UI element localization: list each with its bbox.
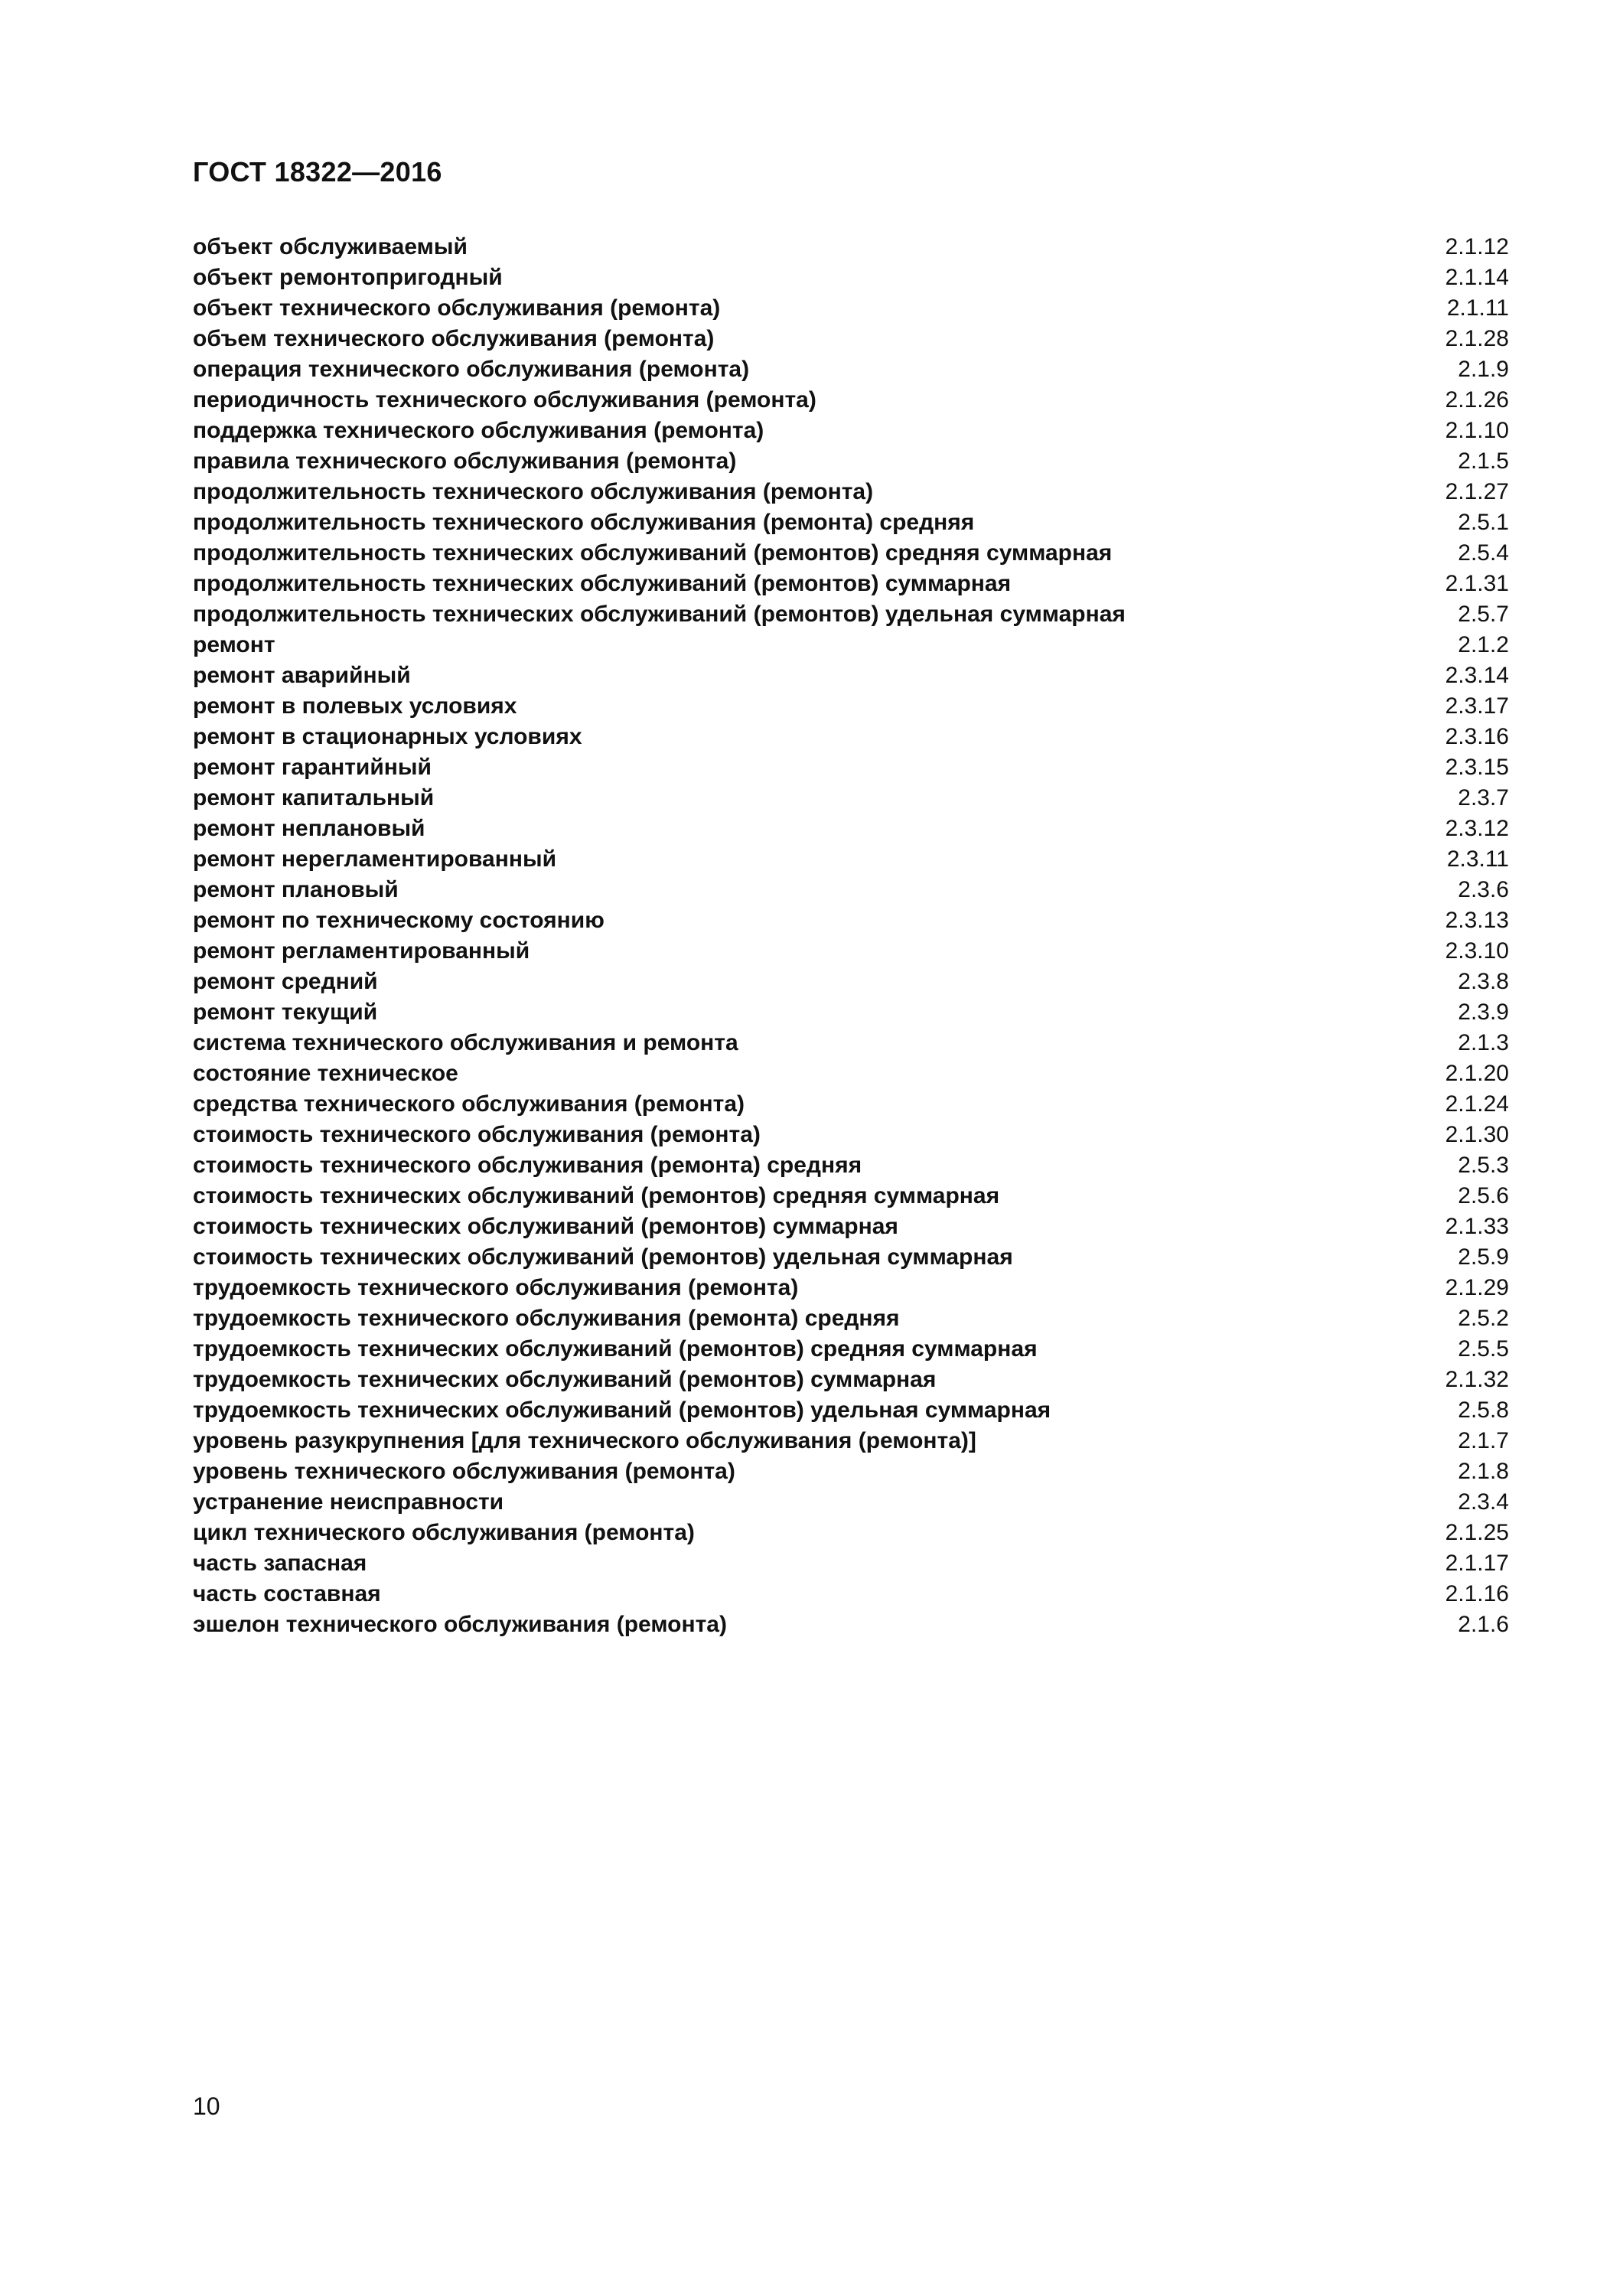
index-reference: 2.3.17 [1445, 693, 1509, 719]
index-reference: 2.1.29 [1445, 1275, 1509, 1300]
index-entry [193, 1487, 1509, 1518]
index-term: уровень разукрупнения [для технического обслуживания (ремонта)] [193, 1428, 976, 1453]
index-reference: 2.1.25 [1445, 1520, 1509, 1545]
index-reference: 2.3.16 [1445, 724, 1509, 749]
index-term: стоимость технических обслуживаний (ремонтов) средняя суммарная [193, 1183, 1000, 1208]
index-term: трудоемкость технического обслуживания (ремонта) [193, 1275, 799, 1300]
index-entry [193, 538, 1509, 569]
index-entry [193, 232, 1509, 263]
index-entry [193, 660, 1509, 691]
index-term: уровень технического обслуживания (ремонта) [193, 1459, 735, 1484]
index-term: объект обслуживаемый [193, 234, 468, 259]
index-reference: 2.1.20 [1445, 1061, 1509, 1086]
index-reference: 2.5.6 [1458, 1183, 1509, 1208]
index-reference: 2.1.6 [1458, 1612, 1509, 1637]
index-entry [193, 630, 1509, 660]
index-term: состояние техническое [193, 1061, 458, 1086]
index-term: периодичность технического обслуживания (ремонта) [193, 387, 816, 413]
index-entry [193, 936, 1509, 967]
index-reference: 2.3.15 [1445, 755, 1509, 780]
index-term: трудоемкость технических обслуживаний (ремонтов) суммарная [193, 1367, 937, 1392]
index-reference: 2.3.14 [1445, 663, 1509, 688]
index-term: ремонт капитальный [193, 785, 435, 810]
index-entry [193, 1395, 1509, 1426]
index-entry [193, 324, 1509, 354]
index-term: ремонт аварийный [193, 663, 411, 688]
index-reference: 2.3.6 [1458, 877, 1509, 902]
index-reference: 2.1.27 [1445, 479, 1509, 504]
index-reference: 2.5.9 [1458, 1244, 1509, 1270]
index-term: трудоемкость технических обслуживаний (ремонтов) средняя суммарная [193, 1336, 1038, 1362]
index-reference: 2.3.7 [1458, 785, 1509, 810]
index-term: система технического обслуживания и ремонта [193, 1030, 738, 1055]
index-entry [193, 1150, 1509, 1181]
index-term: ремонт регламентированный [193, 938, 530, 964]
index-reference: 2.1.12 [1445, 234, 1509, 259]
index-entry [193, 507, 1509, 538]
index-term: операция технического обслуживания (ремонта) [193, 357, 750, 382]
index-term: поддержка технического обслуживания (ремонта) [193, 418, 764, 443]
index-reference: 2.1.30 [1445, 1122, 1509, 1147]
index-reference: 2.1.33 [1445, 1214, 1509, 1239]
index-term: ремонт текущий [193, 1000, 378, 1025]
index-entry [193, 1365, 1509, 1395]
index-term: трудоемкость технического обслуживания (ремонта) средняя [193, 1306, 900, 1331]
index-entry [193, 416, 1509, 446]
index-reference: 2.5.1 [1458, 510, 1509, 535]
index-term: продолжительность технических обслуживаний (ремонтов) удельная суммарная [193, 602, 1126, 627]
index-entry [193, 1120, 1509, 1150]
index-entry [193, 569, 1509, 599]
index-entry [193, 1518, 1509, 1548]
index-entry [193, 263, 1509, 293]
index-reference: 2.3.4 [1458, 1489, 1509, 1515]
index-reference: 2.3.9 [1458, 1000, 1509, 1025]
index-entry [193, 1426, 1509, 1456]
alphabetical-index [193, 232, 1509, 1640]
index-entry [193, 385, 1509, 416]
index-term: продолжительность технических обслуживаний (ремонтов) суммарная [193, 571, 1012, 596]
index-term: ремонт по техническому состоянию [193, 908, 605, 933]
index-reference: 2.1.11 [1446, 295, 1509, 321]
index-reference: 2.5.7 [1458, 602, 1509, 627]
index-reference: 2.3.12 [1445, 816, 1509, 841]
index-reference: 2.3.13 [1445, 908, 1509, 933]
index-term: стоимость технических обслуживаний (ремонтов) суммарная [193, 1214, 898, 1239]
index-entry [193, 691, 1509, 722]
index-entry [193, 446, 1509, 477]
index-reference: 2.5.5 [1458, 1336, 1509, 1362]
index-entry [193, 905, 1509, 936]
index-term: часть составная [193, 1581, 381, 1606]
index-term: цикл технического обслуживания (ремонта) [193, 1520, 695, 1545]
index-term: часть запасная [193, 1551, 367, 1576]
index-reference: 2.1.32 [1445, 1367, 1509, 1392]
index-entry [193, 1181, 1509, 1212]
index-term: ремонт плановый [193, 877, 399, 902]
index-reference: 2.5.8 [1458, 1397, 1509, 1423]
index-entry [193, 1089, 1509, 1120]
index-entry [193, 1334, 1509, 1365]
index-reference: 2.1.7 [1458, 1428, 1509, 1453]
index-term: стоимость технического обслуживания (ремонта) [193, 1122, 761, 1147]
index-entry [193, 1548, 1509, 1579]
index-reference: 2.1.16 [1445, 1581, 1509, 1606]
index-entry [193, 997, 1509, 1028]
index-term: ремонт [193, 632, 275, 657]
document-header: ГОСТ 18322—2016 [193, 156, 442, 188]
index-reference: 2.1.8 [1458, 1459, 1509, 1484]
index-term: ремонт неплановый [193, 816, 425, 841]
index-entry [193, 967, 1509, 997]
index-entry [193, 722, 1509, 752]
index-reference: 2.1.28 [1445, 326, 1509, 351]
index-entry [193, 1273, 1509, 1303]
index-reference: 2.1.24 [1445, 1091, 1509, 1117]
index-reference: 2.1.3 [1458, 1030, 1509, 1055]
index-term: стоимость технического обслуживания (ремонта) средняя [193, 1153, 862, 1178]
index-entry [193, 1303, 1509, 1334]
index-term: эшелон технического обслуживания (ремонта) [193, 1612, 727, 1637]
index-reference: 2.1.2 [1458, 632, 1509, 657]
index-term: правила технического обслуживания (ремонта) [193, 448, 737, 474]
index-term: ремонт средний [193, 969, 378, 994]
index-term: трудоемкость технических обслуживаний (ремонтов) удельная суммарная [193, 1397, 1051, 1423]
index-term: продолжительность технических обслуживаний (ремонтов) средняя суммарная [193, 540, 1113, 566]
index-entry [193, 844, 1509, 875]
index-entry [193, 1456, 1509, 1487]
index-reference: 2.5.4 [1458, 540, 1509, 566]
index-reference: 2.3.8 [1458, 969, 1509, 994]
index-entry [193, 599, 1509, 630]
index-reference: 2.1.26 [1445, 387, 1509, 413]
index-entry [193, 783, 1509, 814]
index-term: объем технического обслуживания (ремонта) [193, 326, 715, 351]
index-reference: 2.5.3 [1458, 1153, 1509, 1178]
index-term: объект технического обслуживания (ремонта) [193, 295, 721, 321]
index-term: объект ремонтопригодный [193, 265, 503, 290]
index-entry [193, 1212, 1509, 1242]
index-term: ремонт в стационарных условиях [193, 724, 582, 749]
index-term: продолжительность технического обслуживания (ремонта) средняя [193, 510, 975, 535]
index-entry [193, 875, 1509, 905]
index-term: ремонт гарантийный [193, 755, 432, 780]
index-reference: 2.1.5 [1458, 448, 1509, 474]
index-term: стоимость технических обслуживаний (ремонтов) удельная суммарная [193, 1244, 1013, 1270]
index-entry [193, 1242, 1509, 1273]
index-term: средства технического обслуживания (ремонта) [193, 1091, 745, 1117]
index-entry [193, 814, 1509, 844]
index-entry [193, 1028, 1509, 1058]
index-reference: 2.1.17 [1445, 1551, 1509, 1576]
index-reference: 2.1.14 [1445, 265, 1509, 290]
index-entry [193, 293, 1509, 324]
index-entry [193, 477, 1509, 507]
index-reference: 2.1.10 [1445, 418, 1509, 443]
index-reference: 2.3.10 [1445, 938, 1509, 964]
index-term: ремонт в полевых условиях [193, 693, 517, 719]
index-reference: 2.1.9 [1458, 357, 1509, 382]
index-entry [193, 752, 1509, 783]
index-reference: 2.5.2 [1458, 1306, 1509, 1331]
index-entry [193, 1058, 1509, 1089]
index-entry [193, 1579, 1509, 1609]
index-term: устранение неисправности [193, 1489, 504, 1515]
index-term: ремонт нерегламентированный [193, 846, 557, 872]
index-entry [193, 354, 1509, 385]
index-term: продолжительность технического обслуживания (ремонта) [193, 479, 874, 504]
index-entry [193, 1609, 1509, 1640]
page-number: 10 [193, 2092, 220, 2120]
index-reference: 2.1.31 [1445, 571, 1509, 596]
index-reference: 2.3.11 [1446, 846, 1509, 872]
